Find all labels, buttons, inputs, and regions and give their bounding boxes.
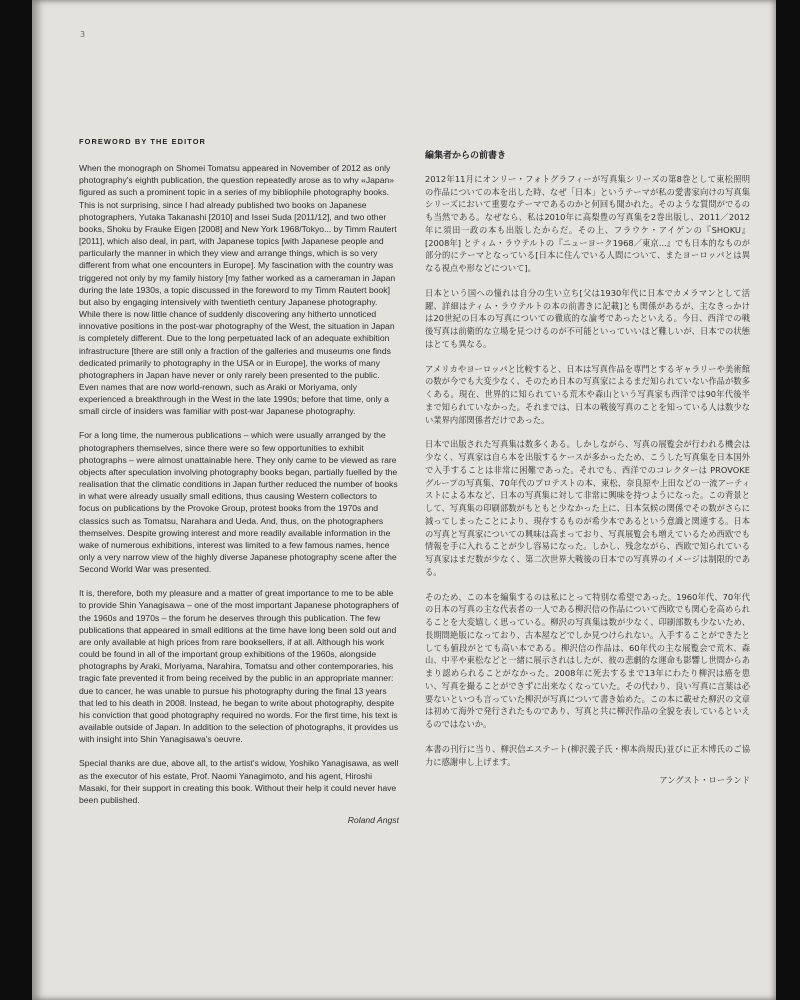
japanese-paragraph-3: アメリカやヨーロッパと比較すると、日本は写真作品を専門とするギャラリーや美術館の数が今でも大変少なく、そのため日本の写真家によるまだ知られていない作品が数多くある。現在、世界的に知られている荒木や森山という写真家も西洋では90年代後半まで知られていなかった。それまでは、日本の戦後写真のことを知っている人は数少ない業界内部関係者だけであった。	[425, 363, 750, 425]
japanese-heading: 編集者からの前書き	[425, 151, 507, 161]
book-page	[32, 0, 776, 1000]
english-column	[79, 136, 399, 826]
english-paragraph-2: For a long time, the numerous publications – which were usually arranged by the photographers themselves, since there were so few opportunities to exhibit photographs – were almost unattainable here. They only came to be viewed as rare objects after speculation involving photography books began, partially fuelled by the realisation that the climatic conditions in Japan further reduced the number of books in what were already usually small editions, thus causing Western collectors to focus on publications by the Provoke Group, protest books from the 1970s and classics such as Tomatsu, Narahara and Ueda. And, thus, on the photographers themselves. Despite growing interest and more readily available information in the wake of numerous exhibitions, interest was limited to a few famous names, hence only a very narrow view of the highly diverse Japanese photography scene after the Second World War was presented.	[79, 430, 398, 575]
japanese-paragraph-5: そのため、この本を編集するのは私にとって特別な希望であった。1960年代、70年代の日本の写真の主な代表者の一人である柳沢信の作品について西欧でも関心を高められることを大変嬉しく思っている。柳沢の写真集は数が少なく、印刷部数も少ないため、長期間絶版になっており、古本屋などでしか見つけられない。入手することができたとしても値段がとても高い本である。柳沢信の作品は、60年代の主な展覧会で荒木、森山、中平や東松などと一緒に展示されはしたが、彼の悲劇的な運命も影響し世間からあまり認められることがなかった。2008年に死去するまで13年にわたり柳沢は癌を患い、写真を撮ることができずに出来なくなっていた。その代わり、良い写真に言葉は必要ないといつも言っていた柳沢が写真について書き始めた。この本に載せた柳沢の文章は初めて海外で発行されたものであり、写真と共に柳沢作品の全貌を表しているといえるのではないか。	[425, 591, 750, 729]
english-paragraph-3: It is, therefore, both my pleasure and a matter of great importance to me to be able to provide Shin Yanagisawa – one of the most important Japanese photographers of the 1960s and 1970s – the forum he deserves through this publication. The few publications that appeared in small editions at the time have long been sold out and are only available at high prices from rare booksellers, if at all. Although his work could be found in all of the important group exhibitions of the 1960s, alongside photographs by Araki, Moriyama, Narahira, Tomatsu and other contemporaries, his tragic fate prevented it from being received by the public in an appropriate manner: due to cancer, he was unable to pursue his photography during the final 13 years that led to his death in 2008. Instead, he began to write about photography, despite his conviction that good photography required no words. For the first time, his text is available outside of Japan. In addition to the selection of photographs, it provides us with insight into Shin Yanagisawa's oeuvre.	[79, 588, 399, 745]
japanese-paragraph-2: 日本という国への憧れは自分の生い立ち[父は1930年代に日本でカメラマンとして活躍、詳細はティム・ラウテルトの本の前書きに記載]とも関係があるが、主なきっかけは20世紀の日本の写真についての徹底的な論考であったといえる。今日、西洋での戦後写真は前衛的な立場を見つけるのが不可能といっていいほど難しいが、日本での状態はとても異なる。	[425, 287, 750, 349]
english-paragraph-4: Special thanks are due, above all, to the artist's widow, Yoshiko Yanagisawa, as well as the executor of his estate, Prof. Naomi Yanagimoto, and his agent, Hiroshi Masaki, for their support in creating this book. Without their help it could never have been published.	[79, 758, 399, 805]
japanese-paragraph-1: 2012年11月にオンリー・フォトグラフィーが写真集シリーズの第8巻として東松照明の作品についての本を出した時、なぜ「日本」というテーマが私の愛書家向けの写真集シリーズにおいて重要なテーマであるのかと何回も聞かれた。そのような質問がでるのも当然である。なぜなら、私は2010年に高梨豊の写真集を2巻出版し、2011／2012年に須田一政の本も出版したからだ。その上、フラウケ・アイゲンの『SHOKU』[2008年] とティム・ラウテルトの『ニューヨーク1968／東京...』でも日本的なものが部分的にテーマとなっている[日本に住んでいる人間について、またヨーロッパとは異なる視点や形などについて]。	[425, 173, 750, 273]
japanese-paragraph-6: 本書の刊行に当り、柳沢信エステート(柳沢義子氏・柳本尚規氏)並びに正木博氏のご協力に感謝申し上げます。	[425, 743, 750, 767]
english-signature: Roland Angst	[347, 814, 399, 825]
japanese-paragraph-4: 日本で出版された写真集は数多くある。しかしながら、写真の展覧会が行われる機会は少なく、写真家は自ら本を出版するケースが多かったため、こうした写真集を日本国外で入手することは非常に困難であった。それでも、西洋でのコレクターは PROVOKE グループの写真集、70年代のプロテストの本、東松、奈良原や上田などの一流アーティストによる本など、日本の写真集に対して非常に興味を持つようになった。この背景として、写真集の印刷部数がもともと少なかった上に、日本気候の関係でその数がさらに減ってしまったことにより、現存するものが希少本であるという意識と関連する。日本の写真と写真家についての興味は高まっており、写真展覧会も増えているため西欧でも情報を手に入れることが少し容易になった。しかし、残念ながら、西欧で知られている写真家はまだ数が少なく、第二次世界大戦後の日本での写真界のイメージは制限的である。	[425, 439, 750, 577]
english-paragraph-1: When the monograph on Shomei Tomatsu appeared in November of 2012 as only photography's eighth publication, the question repeatedly arose as to why «Japan» figured as such a prominent topic in a series of my bibliophile photography books. This is not surprising, since I had already published two books on Japanese photographers, Yutaka Takanashi [2010] and Issei Suda [2011/12], and two other books, Shoku by Frauke Eigen [2008] and New York 1968/Tokyo... by Timm Rautert [2011], which also deal, in part, with Japanese topics [with Japanese people and particularly the manner in which they view and arrange things, which is so very different from what one encounters in Europe]. My fascination with the country was triggered not only by my family history [my father worked as a cameraman in Japan during the late 1930s, a topic discussed in the foreword to my Timm Rautert book] but also by engaging intensively with twentieth century Japanese photography. While there is now little chance of suddenly discovering any hitherto unnoticed innovative positions in the post-war photography of the West, the situation in Japan is completely different. Due to the long perpetuated lack of an adequate exhibition infrastructure [there are still only a fraction of the galleries and museums one finds dedicated primarily to photography in the USA or in Europe], the works of many photographers in Japan have never or only rarely been presented to the public. Even names that are now world-renown, such as Araki or Moriyama, only experienced a breakthrough in the West in the late 1990s; before that time, only a small circle of insiders was familiar with post-war Japanese photography.	[79, 163, 397, 417]
japanese-signature: アングスト・ローランド	[659, 775, 750, 786]
page-number: 3	[80, 30, 86, 39]
japanese-column	[425, 150, 750, 787]
english-heading: FOREWORD BY THE EDITOR	[79, 137, 206, 146]
